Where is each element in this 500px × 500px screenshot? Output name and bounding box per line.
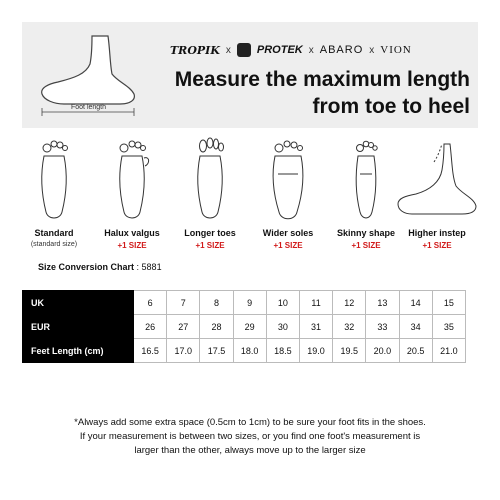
table-cell: 18.5 <box>266 339 299 363</box>
protek-logo-icon <box>237 43 251 57</box>
note-line-1: *Always add some extra space (0.5cm to 1cm) to be sure your foot fits in the shoes. <box>74 417 426 428</box>
table-cell: 32 <box>333 315 366 339</box>
table-cell: 10 <box>266 291 299 315</box>
foot-shape-label: Standard <box>34 228 74 238</box>
size-badge: +1 SIZE <box>273 241 303 250</box>
row-header: Feet Length (cm) <box>23 339 134 363</box>
table-cell: 14 <box>399 291 432 315</box>
table-row-eur <box>23 315 466 339</box>
brand-abaro: ABARO <box>319 44 364 56</box>
foot-shape-wider-soles <box>256 136 320 254</box>
brand-separator: x <box>225 44 231 56</box>
table-cell: 18.0 <box>233 339 266 363</box>
brand-vion: VION <box>380 44 412 56</box>
foot-shape-longer-toes <box>178 136 242 254</box>
table-cell: 6 <box>134 291 167 315</box>
table-cell: 13 <box>366 291 399 315</box>
table-cell: 12 <box>333 291 366 315</box>
table-cell: 19.0 <box>299 339 332 363</box>
row-header: UK <box>23 291 134 315</box>
size-conversion-title <box>38 262 162 272</box>
table-cell: 34 <box>399 315 432 339</box>
size-conversion-table <box>22 290 466 363</box>
table-row-uk <box>23 291 466 315</box>
row-header: EUR <box>23 315 134 339</box>
fit-note <box>10 416 490 458</box>
table-row-feet-length <box>23 339 466 363</box>
table-cell: 9 <box>233 291 266 315</box>
size-badge: +1 SIZE <box>195 241 225 250</box>
note-line-3: larger than the other, always move up to the larger size <box>134 445 366 456</box>
brand-separator: x <box>308 44 314 56</box>
brand-tropik: TROPIK <box>170 43 220 57</box>
foot-sole-icon <box>190 136 230 224</box>
table-cell: 29 <box>233 315 266 339</box>
size-badge: +1 SIZE <box>351 241 381 250</box>
table-cell: 19.5 <box>333 339 366 363</box>
foot-shape-row <box>22 136 482 256</box>
foot-length-label: Foot length <box>71 104 107 111</box>
brand-separator: x <box>369 44 375 56</box>
table-cell: 33 <box>366 315 399 339</box>
table-cell: 20.0 <box>366 339 399 363</box>
table-cell: 7 <box>167 291 200 315</box>
foot-sole-icon <box>112 136 152 224</box>
table-cell: 15 <box>432 291 465 315</box>
note-line-2: If your measurement is between two sizes, or you find one foot's measurement is <box>79 431 421 442</box>
headline-line-2: from toe to heel <box>312 95 470 118</box>
foot-shape-higher-instep <box>392 136 482 254</box>
foot-shape-halux-valgus <box>100 136 164 254</box>
foot-shape-label: Skinny shape <box>336 228 396 238</box>
table-cell: 35 <box>432 315 465 339</box>
table-cell: 16.5 <box>134 339 167 363</box>
table-cell: 11 <box>299 291 332 315</box>
conversion-title-text: Size Conversion Chart <box>38 262 135 272</box>
table-cell: 27 <box>167 315 200 339</box>
foot-side-icon <box>394 136 480 224</box>
page-title <box>175 66 470 120</box>
table-cell: 20.5 <box>399 339 432 363</box>
size-badge: +1 SIZE <box>422 241 452 250</box>
headline-line-1: Measure the maximum length <box>174 68 470 91</box>
foot-shape-sub: (standard size) <box>30 241 78 248</box>
table-cell: 28 <box>200 315 233 339</box>
table-cell: 21.0 <box>432 339 465 363</box>
foot-sole-icon <box>268 136 308 224</box>
foot-shape-label: Wider soles <box>262 228 314 238</box>
brand-protek: PROTEK <box>256 44 303 56</box>
foot-sole-icon <box>346 136 386 224</box>
table-cell: 8 <box>200 291 233 315</box>
table-cell: 30 <box>266 315 299 339</box>
foot-shape-label: Higher instep <box>408 228 466 238</box>
table-cell: 26 <box>134 315 167 339</box>
brand-logos <box>170 40 470 60</box>
table-cell: 17.0 <box>167 339 200 363</box>
foot-shape-label: Halux valgus <box>104 228 160 238</box>
table-cell: 31 <box>299 315 332 339</box>
size-badge: +1 SIZE <box>117 241 147 250</box>
table-cell: 17.5 <box>200 339 233 363</box>
foot-shape-label: Longer toes <box>184 228 236 238</box>
foot-sole-icon <box>34 136 74 224</box>
conversion-code: : 5881 <box>136 262 162 272</box>
foot-shape-standard <box>22 136 86 254</box>
